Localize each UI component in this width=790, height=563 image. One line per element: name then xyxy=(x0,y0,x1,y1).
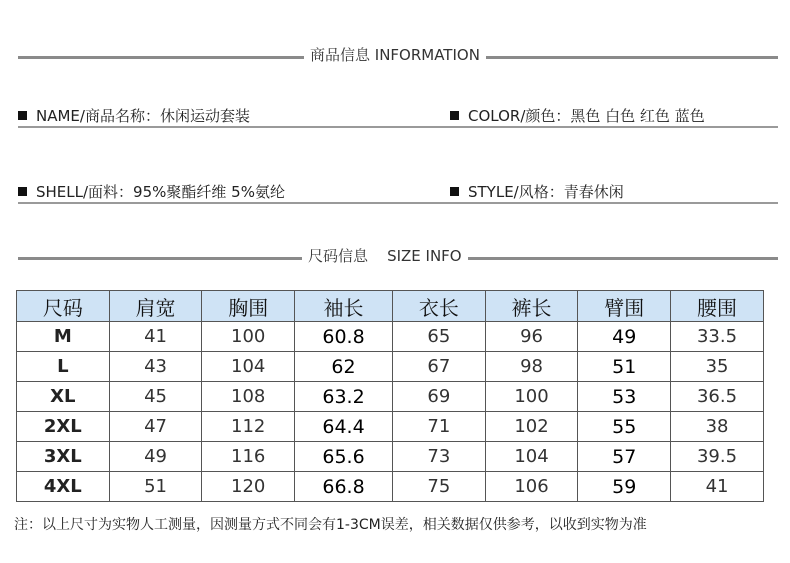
information-title: 商品信息 INFORMATION xyxy=(304,46,486,64)
col-header-size: 尺码 xyxy=(17,291,110,322)
table-cell: 100 xyxy=(202,322,295,352)
table-cell: 41 xyxy=(671,472,764,502)
table-cell: 69 xyxy=(392,382,485,412)
style-field xyxy=(450,183,628,201)
size-cell: XL xyxy=(17,382,110,412)
table-row xyxy=(17,442,764,472)
table-cell: 65.6 xyxy=(295,442,393,472)
table-cell: 108 xyxy=(202,382,295,412)
table-cell: 102 xyxy=(485,412,578,442)
table-cell: 104 xyxy=(485,442,578,472)
size-table xyxy=(16,290,764,502)
col-header-length: 衣长 xyxy=(392,291,485,322)
size-cell: 4XL xyxy=(17,472,110,502)
table-cell: 41 xyxy=(109,322,202,352)
table-cell: 64.4 xyxy=(295,412,393,442)
footnote: 注：以上尺寸为实物人工测量，因测量方式不同会有1-3CM误差，相关数据仅供参考，以收到实物为准 xyxy=(14,517,647,533)
table-cell: 63.2 xyxy=(295,382,393,412)
table-cell: 67 xyxy=(392,352,485,382)
table-cell: 104 xyxy=(202,352,295,382)
table-cell: 71 xyxy=(392,412,485,442)
col-header-arm: 臂围 xyxy=(578,291,671,322)
col-header-shoulder: 肩宽 xyxy=(109,291,202,322)
table-cell: 51 xyxy=(578,352,671,382)
information-header xyxy=(18,46,778,64)
table-cell: 36.5 xyxy=(671,382,764,412)
shell-text: SHELL/面料：95%聚酯纤维 5%氨纶 xyxy=(36,183,285,201)
square-bullet-icon xyxy=(450,111,459,120)
table-cell: 98 xyxy=(485,352,578,382)
info-row-1 xyxy=(18,107,778,133)
table-cell: 59 xyxy=(578,472,671,502)
size-cell: L xyxy=(17,352,110,382)
size-info-header xyxy=(18,247,778,265)
table-cell: 49 xyxy=(578,322,671,352)
table-row xyxy=(17,472,764,502)
table-cell: 53 xyxy=(578,382,671,412)
size-cell: 2XL xyxy=(17,412,110,442)
table-row xyxy=(17,412,764,442)
table-cell: 60.8 xyxy=(295,322,393,352)
table-row xyxy=(17,382,764,412)
table-row xyxy=(17,322,764,352)
table-cell: 112 xyxy=(202,412,295,442)
col-header-chest: 胸围 xyxy=(202,291,295,322)
style-text: STYLE/风格：青春休闲 xyxy=(468,183,624,201)
table-cell: 39.5 xyxy=(671,442,764,472)
info-row-2 xyxy=(18,183,778,209)
table-cell: 62 xyxy=(295,352,393,382)
col-header-pants: 裤长 xyxy=(485,291,578,322)
table-cell: 38 xyxy=(671,412,764,442)
table-cell: 49 xyxy=(109,442,202,472)
table-cell: 100 xyxy=(485,382,578,412)
table-row xyxy=(17,352,764,382)
table-cell: 43 xyxy=(109,352,202,382)
size-info-title: 尺码信息 SIZE INFO xyxy=(302,247,468,265)
col-header-waist: 腰围 xyxy=(671,291,764,322)
table-cell: 116 xyxy=(202,442,295,472)
table-cell: 47 xyxy=(109,412,202,442)
table-cell: 75 xyxy=(392,472,485,502)
color-text: COLOR/颜色：黑色 白色 红色 蓝色 xyxy=(468,107,705,125)
table-cell: 65 xyxy=(392,322,485,352)
table-cell: 73 xyxy=(392,442,485,472)
table-cell: 33.5 xyxy=(671,322,764,352)
table-header-row xyxy=(17,291,764,322)
table-cell: 45 xyxy=(109,382,202,412)
color-field xyxy=(450,107,709,125)
square-bullet-icon xyxy=(450,187,459,196)
info-rule xyxy=(18,126,778,128)
table-cell: 106 xyxy=(485,472,578,502)
table-cell: 35 xyxy=(671,352,764,382)
square-bullet-icon xyxy=(18,187,27,196)
table-cell: 120 xyxy=(202,472,295,502)
table-cell: 57 xyxy=(578,442,671,472)
shell-field xyxy=(18,183,289,201)
table-cell: 96 xyxy=(485,322,578,352)
size-cell: 3XL xyxy=(17,442,110,472)
square-bullet-icon xyxy=(18,111,27,120)
name-text: NAME/商品名称：休闲运动套装 xyxy=(36,107,250,125)
info-rule xyxy=(18,202,778,204)
size-cell: M xyxy=(17,322,110,352)
table-cell: 51 xyxy=(109,472,202,502)
name-field xyxy=(18,107,254,125)
col-header-sleeve: 袖长 xyxy=(295,291,393,322)
table-cell: 55 xyxy=(578,412,671,442)
table-cell: 66.8 xyxy=(295,472,393,502)
